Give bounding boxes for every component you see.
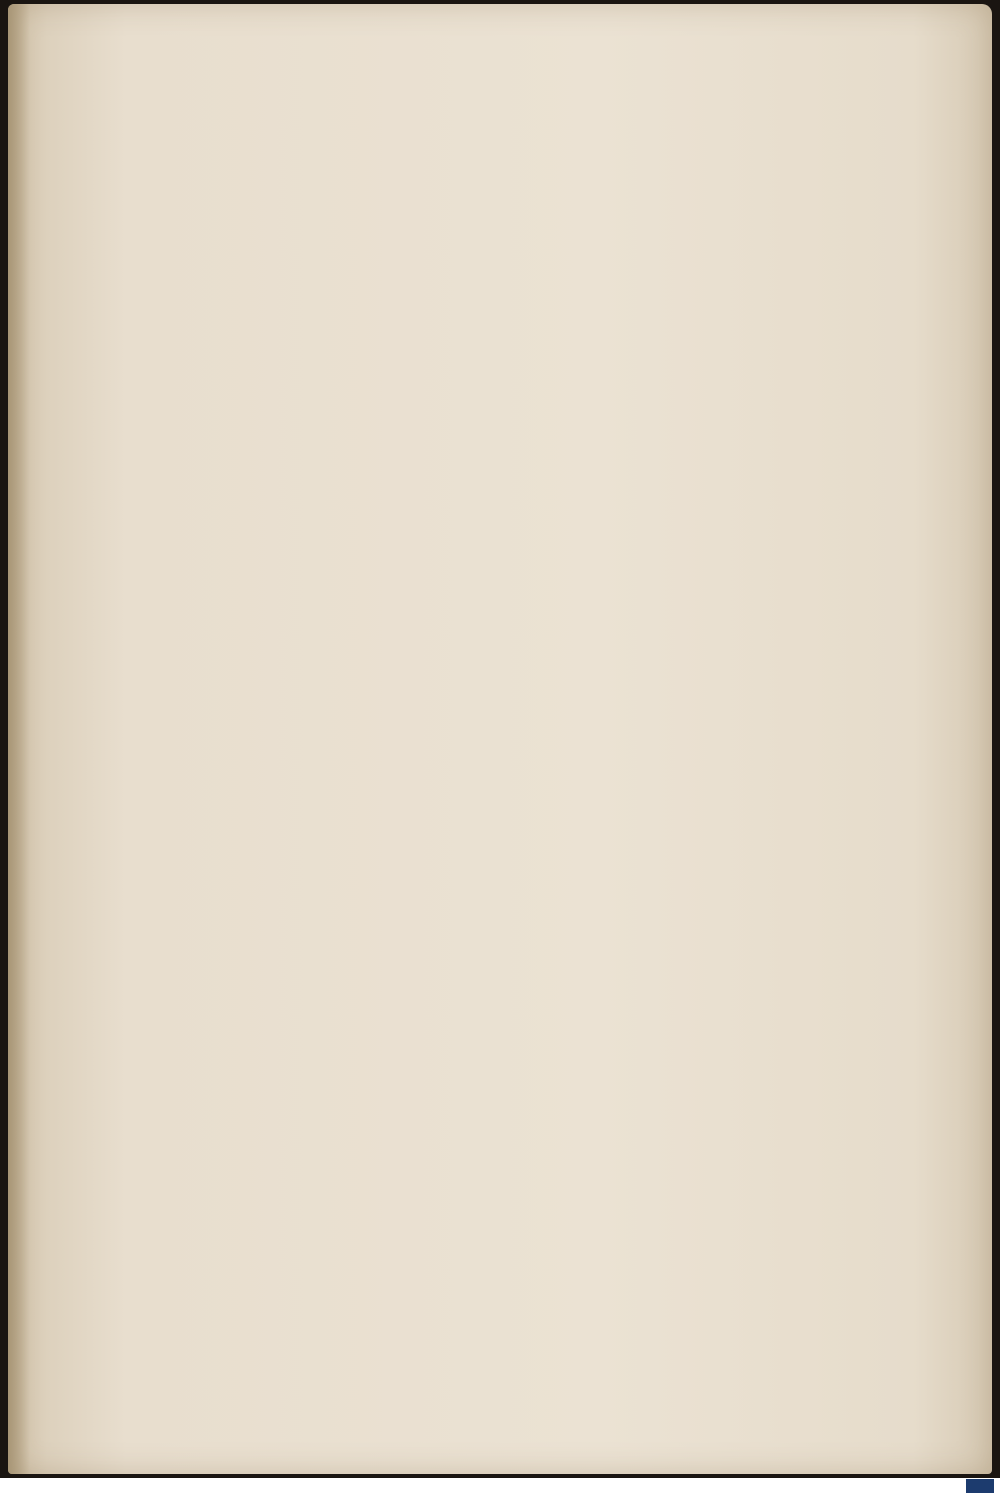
- dfg-logo-icon: [966, 1479, 994, 1493]
- book-page: [8, 4, 992, 1474]
- running-head: [8, 78, 992, 118]
